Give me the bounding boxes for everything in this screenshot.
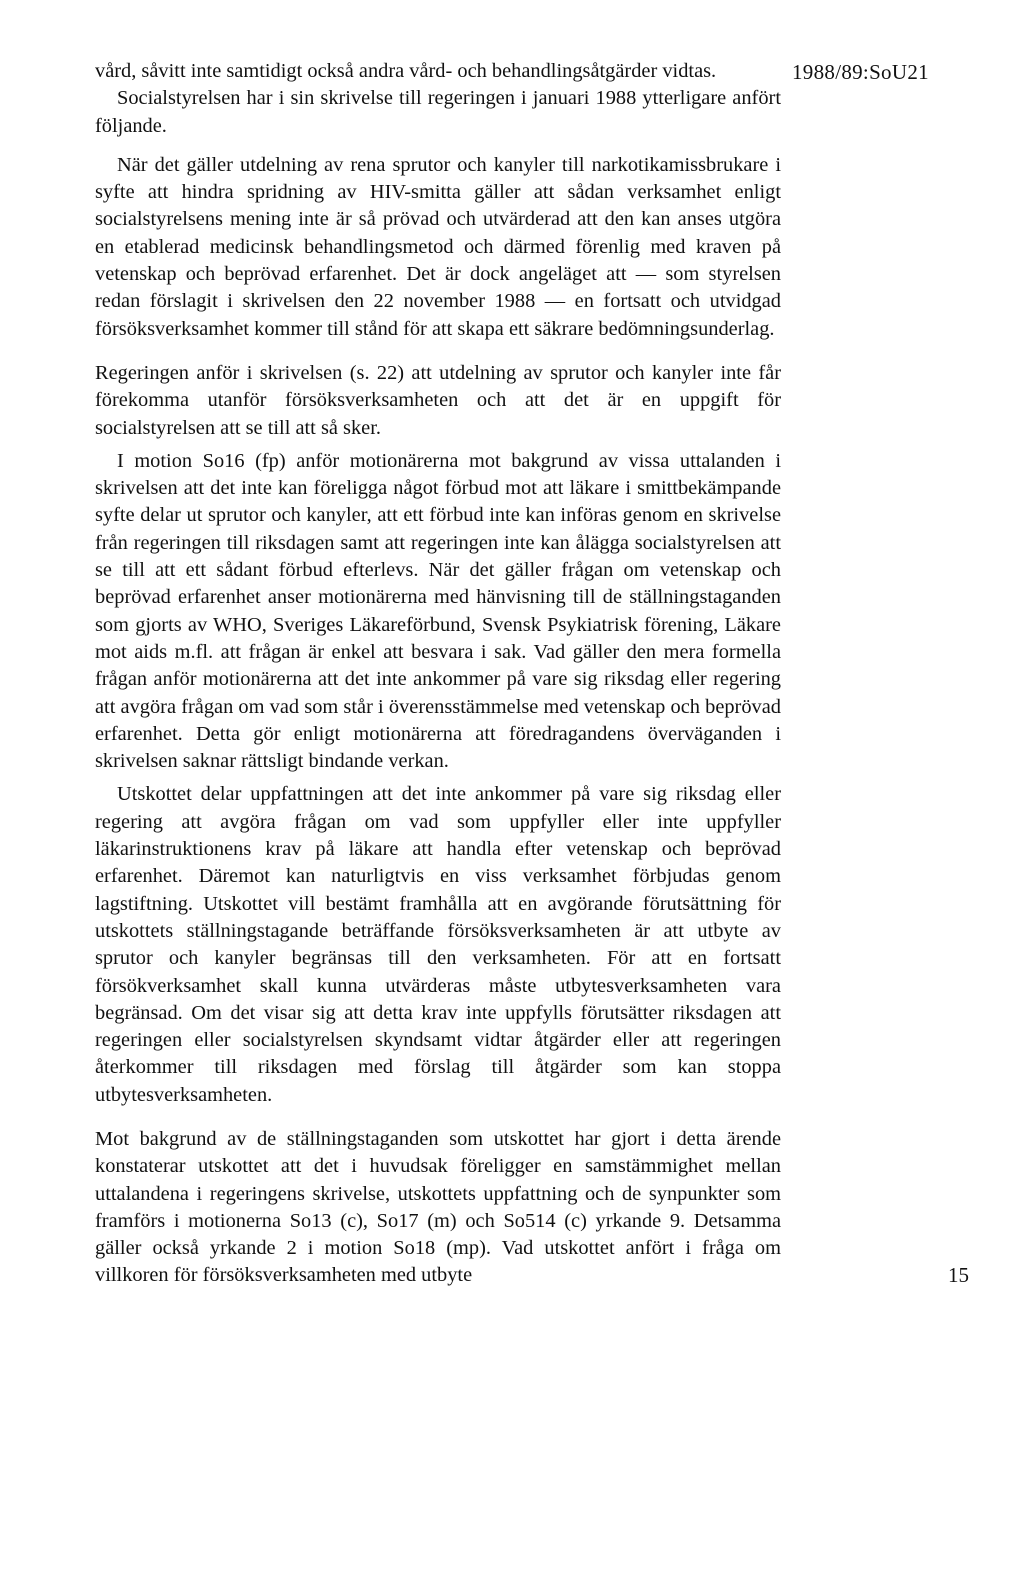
paragraph-mot-bakgrund: Mot bakgrund av de ställningstaganden som utskottet har gjort i detta ärende konstaterar utskottet att det i huvudsak föreligger en samstämmighet mellan uttalandena i regeringens skrivelse, utskottets uppfattning och de synpunkter som framförs i motionerna So13 (c), So17 (m) och So514 (c) yrkande 9. Detsamma gäller också yrkande 2 i motion So18 (mp). Vad utskottet anfört i fråga om villkoren för försöksverksamheten med utbyte <box>95 1127 781 1287</box>
paragraph-regeringen: Regeringen anför i skrivelsen (s. 22) att utdelning av sprutor och kanyler inte får förekomma utanför försöksverksamheten och att det är en uppgift för socialstyrelsen att se till att så sker. <box>95 361 781 439</box>
paragraph-socialstyrelsen-intro: Socialstyrelsen har i sin skrivelse till regeringen i januari 1988 ytterligare anfört följande. <box>95 87 781 137</box>
body-text <box>95 58 781 1290</box>
paragraph-quote: När det gäller utdelning av rena sprutor och kanyler till narkotikamissbrukare i syfte att hindra spridning av HIV-smitta gäller att sådan verksamhet enligt socialstyrelsens mening inte är så prövad och utvärderad att den kan anses utgöra en etablerad medicinsk behandlingsmetod och därmed förenlig med kraven på vetenskap och beprövad erfarenhet. Det är dock angeläget att — som styrelsen redan förslagit i skrivelsen den 22 november 1988 — en fortsatt och utvidgad försöksverksamhet kommer till stånd för att skapa ett säkrare bedömningsunderlag. <box>95 153 781 340</box>
paragraph-motion-so16: I motion So16 (fp) anför motionärerna mot bakgrund av vissa uttalanden i skrivelsen att det inte kan föreligga något förbud mot att läkare i smittbekämpande syfte delar ut sprutor och kanyler, att ett förbud inte kan införas genom en skrivelse från regeringen till riksdagen samt att regeringen inte kan ålägga socialstyrelsen att se till att ett sådant förbud efterlevs. När det gäller frågan om vetenskap och beprövad erfarenhet anser motionärerna med hänvisning till de ställningstaganden som gjorts av WHO, Sveriges Läkareförbund, Svensk Psykiatrisk förening, Läkare mot aids m.fl. att frågan är enkel att besvara i sak. Vad gäller den mera formella frågan anför motionärerna att det inte ankommer på vare sig riksdag eller regering att avgöra frågan om vad som står i överensstämmelse med vetenskap och beprövad erfarenhet. Detta gör enligt motionärerna att föredragandens överväganden i skrivelsen saknar rättsligt bindande verkan. <box>95 449 781 773</box>
page-number: 15 <box>948 1263 969 1287</box>
paragraph-utskottet: Utskottet delar uppfattningen att det inte ankommer på vare sig riksdag eller regering att avgöra frågan om vad som uppfyller eller inte uppfyller läkarinstruktionens krav på läkare att handla efter vetenskap och beprövad erfarenhet. Däremot kan naturligtvis en viss verksamhet förbjudas genom lagstiftning. Utskottet vill bestämt framhålla att en avgörande förutsättning för utskottets ställningstagande beträffande försöksverksamheten är att utbyte av sprutor och kanyler begränsas till den verksamheten. För att en fortsatt försökverksamhet skall kunna utvärderas måste utbytesverksamheten vara begränsad. Om det visar sig att detta krav inte uppfylls förutsätter riksdagen att regeringen eller socialstyrelsen skyndsamt vidtar åtgärder eller att regeringen återkommer till riksdagen med förslag till åtgärder som kan stoppa utbytesverksamheten. <box>95 783 781 1106</box>
paragraph-continuation: vård, såvitt inte samtidigt också andra vård- och behandlingsåtgärder vidtas. <box>95 60 717 82</box>
document-reference: 1988/89:SoU21 <box>792 60 929 84</box>
